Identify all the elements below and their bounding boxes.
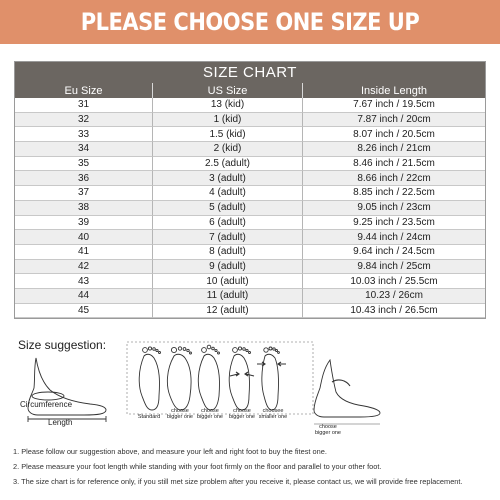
- side-foot-measure-icon: [28, 358, 106, 422]
- foot-caption-2: choose bigger one: [167, 408, 193, 420]
- cell-eu-size: 36: [15, 171, 153, 186]
- table-row: [15, 171, 485, 186]
- foot-caption-3: choose bigger one: [197, 408, 223, 420]
- cell-us-size: 1 (kid): [153, 113, 303, 128]
- footprint-frame: [127, 342, 313, 414]
- note-item: 3. The size chart is for reference only, if you still met size problem after you receive it, please contact us, we will provide free replacement.: [13, 477, 463, 486]
- foot-caption-5: choosee smaller one: [258, 408, 288, 420]
- cell-us-size: 3 (adult): [153, 171, 303, 186]
- size-chart-table: [14, 61, 486, 319]
- cell-eu-size: 42: [15, 260, 153, 275]
- cell-inside-length: 9.44 inch / 24cm: [303, 230, 485, 245]
- cell-inside-length: 10.23 / 26cm: [303, 289, 485, 304]
- column-header-eu-size: Eu Size: [15, 83, 153, 98]
- cell-us-size: 2.5 (adult): [153, 157, 303, 172]
- cell-eu-size: 31: [15, 98, 153, 113]
- size-chart-header-row: [15, 83, 485, 98]
- cell-us-size: 9 (adult): [153, 260, 303, 275]
- cell-inside-length: 8.46 inch / 21.5cm: [303, 157, 485, 172]
- cell-inside-length: 8.85 inch / 22.5cm: [303, 186, 485, 201]
- cell-inside-length: 9.05 inch / 23cm: [303, 201, 485, 216]
- table-row: [15, 127, 485, 142]
- cell-us-size: 13 (kid): [153, 98, 303, 113]
- cell-us-size: 4 (adult): [153, 186, 303, 201]
- foot-caption-standard: Standard: [137, 414, 161, 420]
- column-header-us-size: US Size: [153, 83, 303, 98]
- cell-us-size: 5 (adult): [153, 201, 303, 216]
- footprint-wide-icon: [167, 347, 191, 410]
- size-chart-body: [15, 98, 485, 318]
- column-header-inside-length: Inside Length: [360, 84, 428, 97]
- cell-inside-length: 8.26 inch / 21cm: [303, 142, 485, 157]
- cell-inside-length: 8.07 inch / 20.5cm: [303, 127, 485, 142]
- cell-eu-size: 37: [15, 186, 153, 201]
- table-row: [15, 216, 485, 231]
- size-chart-title: SIZE CHART: [15, 62, 485, 83]
- table-row: [15, 142, 485, 157]
- cell-eu-size: 44: [15, 289, 153, 304]
- cell-us-size: 11 (adult): [153, 289, 303, 304]
- cell-eu-size: 34: [15, 142, 153, 157]
- foot-caption-4: choose bigger one: [229, 408, 255, 420]
- cell-us-size: 2 (kid): [153, 142, 303, 157]
- table-row: [15, 289, 485, 304]
- table-row: [15, 201, 485, 216]
- banner-title: PLEASE CHOOSE ONE SIZE UP: [80, 8, 420, 36]
- cell-us-size: 10 (adult): [153, 274, 303, 289]
- length-label: Length: [48, 418, 73, 427]
- table-row: [15, 113, 485, 128]
- cell-us-size: 8 (adult): [153, 245, 303, 260]
- size-suggestion-label: Size suggestion:: [18, 338, 107, 352]
- cell-inside-length: 7.87 inch / 20cm: [303, 113, 485, 128]
- cell-eu-size: 43: [15, 274, 153, 289]
- table-row: [15, 157, 485, 172]
- cell-us-size: 7 (adult): [153, 230, 303, 245]
- cell-inside-length: 8.66 inch / 22cm: [303, 171, 485, 186]
- cell-eu-size: 32: [15, 113, 153, 128]
- cell-inside-length: 10.43 inch / 26.5cm: [303, 304, 485, 319]
- cell-eu-size: 35: [15, 157, 153, 172]
- foot-illustrations: [14, 320, 486, 438]
- cell-inside-length: 9.25 inch / 23.5cm: [303, 216, 485, 231]
- table-row: [15, 186, 485, 201]
- table-row: [15, 98, 485, 113]
- table-row: [15, 245, 485, 260]
- table-row: [15, 230, 485, 245]
- cell-us-size: 1.5 (kid): [153, 127, 303, 142]
- cell-us-size: 6 (adult): [153, 216, 303, 231]
- cell-inside-length: 9.64 inch / 24.5cm: [303, 245, 485, 260]
- footprint-narrow-icon: [257, 347, 286, 410]
- cell-eu-size: 40: [15, 230, 153, 245]
- cell-us-size: 12 (adult): [153, 304, 303, 319]
- top-banner: [0, 0, 500, 44]
- table-row: [15, 274, 485, 289]
- foot-caption-6: choose bigger one: [315, 424, 341, 436]
- size-suggestion-panel: [14, 320, 486, 438]
- footprint-long-toe-icon: [198, 345, 219, 410]
- circumference-label: Circumference: [20, 400, 73, 409]
- table-row: [15, 304, 485, 319]
- notes-list: [13, 444, 493, 489]
- cell-eu-size: 41: [15, 245, 153, 260]
- cell-eu-size: 33: [15, 127, 153, 142]
- side-foot-high-instep-icon: [314, 360, 380, 424]
- footprint-standard-icon: [139, 347, 160, 410]
- cell-eu-size: 38: [15, 201, 153, 216]
- cell-inside-length: 9.84 inch / 25cm: [303, 260, 485, 275]
- note-item: 1. Please follow our suggestion above, and measure your left and right foot to buy the fitest one.: [13, 447, 327, 456]
- cell-eu-size: 45: [15, 304, 153, 319]
- cell-eu-size: 39: [15, 216, 153, 231]
- note-item: 2. Please measure your foot length while standing with your foot firmly on the floor and parallel to your other foot.: [13, 462, 382, 471]
- cell-inside-length: 10.03 inch / 25.5cm: [303, 274, 485, 289]
- table-row: [15, 260, 485, 275]
- footprint-high-arch-icon: [229, 347, 254, 410]
- cell-inside-length: 7.67 inch / 19.5cm: [303, 98, 485, 113]
